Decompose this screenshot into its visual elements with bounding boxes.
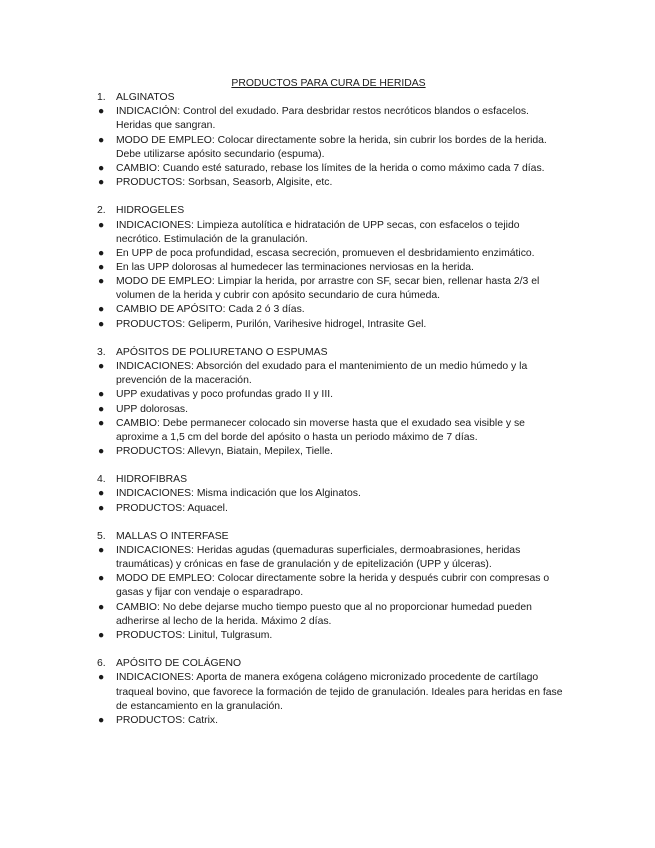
bullet-icon: ● [98,261,105,273]
document-title: PRODUCTOS PARA CURA DE HERIDAS [231,78,426,89]
document-page [0,77,655,742]
list-item-text: MODO DE EMPLEO: Colocar directamente sobre la herida, sin cubrir los bordes de la herida. Debe utilizarse apósito secundario (espuma). [116,134,547,160]
bullet-list [0,360,655,459]
list-item [0,714,655,728]
section-heading [0,473,655,487]
sections-list [0,91,655,728]
list-item [0,544,655,572]
list-item-text: En UPP de poca profundidad, escasa secreción, promueven el desbridamiento enzimático. [116,247,535,259]
section-title: APÓSITO DE COLÁGENO [116,658,242,670]
list-item [0,487,655,501]
bullet-icon: ● [98,502,105,514]
section-heading [0,91,655,105]
bullet-list [0,487,655,515]
list-item-text: UPP exudativas y poco profundas grado II y III. [116,389,333,401]
section [0,473,655,515]
bullet-icon: ● [98,219,105,231]
section [0,346,655,459]
list-item [0,219,655,247]
bullet-icon: ● [98,445,105,457]
list-item-text: INDICACIONES: Aporta de manera exógena colágeno micronizado procedente de cartílago traqueal bovino, que favorece la formación de tejido de granulación. Ideales para heridas en fase de estancamiento en la granulación. [116,672,563,712]
bullet-list [0,105,655,190]
list-item-text: PRODUCTOS: Allevyn, Biatain, Mepilex, Tielle. [116,445,333,457]
section-number: 3. [97,346,106,358]
bullet-icon: ● [98,276,105,288]
bullet-list [0,219,655,332]
list-item-text: INDICACIONES: Limpieza autolítica e hidratación de UPP secas, con esfacelos o tejido necrótico. Estimulación de la granulación. [116,219,520,245]
bullet-icon: ● [98,488,105,500]
bullet-icon: ● [98,714,105,726]
list-item [0,303,655,317]
list-item [0,417,655,445]
list-item-text: CAMBIO: Cuando esté saturado, rebase los límites de la herida o como máximo cada 7 días. [116,162,545,174]
list-item [0,388,655,402]
list-item [0,629,655,643]
list-item [0,247,655,261]
list-item [0,671,655,713]
section-heading [0,657,655,671]
section-number: 2. [97,205,106,217]
list-item [0,403,655,417]
section-heading [0,346,655,360]
list-item [0,502,655,516]
bullet-icon: ● [98,106,105,118]
bullet-icon: ● [98,162,105,174]
section [0,91,655,190]
bullet-icon: ● [98,601,105,613]
list-item-text: MODO DE EMPLEO: Colocar directamente sobre la herida y después cubrir con compresas o gasas y fijar con vendaje o esparadrapo. [116,573,550,599]
list-item-text: INDICACIÓN: Control del exudado. Para desbridar restos necróticos blandos o esfacelos. Heridas que sangran. [116,106,529,132]
section-title: HIDROFIBRAS [116,474,188,486]
list-item [0,261,655,275]
bullet-icon: ● [98,247,105,259]
list-item-text: INDICACIONES: Heridas agudas (quemaduras superficiales, dermoabrasiones, heridas traumáticas) y crónicas en fase de granulación y de epitelización (UPP y úlceras). [116,545,521,571]
list-item-text: PRODUCTOS: Geliperm, Purilón, Varihesive hidrogel, Intrasite Gel. [116,318,427,330]
section-number: 5. [97,530,106,542]
bullet-icon: ● [98,573,105,585]
section [0,657,655,728]
bullet-icon: ● [98,672,105,684]
bullet-list [0,544,655,643]
bullet-icon: ● [98,629,105,641]
section-number: 6. [97,658,106,670]
list-item-text: MODO DE EMPLEO: Limpiar la herida, por arrastre con SF, secar bien, rellenar hasta 2/3 el volumen de la herida y cubrir con apósito secundario de cura húmeda. [116,276,540,302]
section [0,530,655,643]
bullet-icon: ● [98,177,105,189]
list-item-text: INDICACIONES: Absorción del exudado para el mantenimiento de un medio húmedo y la prevención de la maceración. [116,361,528,387]
bullet-list [0,671,655,728]
list-item [0,572,655,600]
section-number: 1. [97,92,106,104]
bullet-icon: ● [98,318,105,330]
bullet-icon: ● [98,389,105,401]
section-number: 4. [97,474,106,486]
list-item-text: PRODUCTOS: Catrix. [116,714,218,726]
section-title: APÓSITOS DE POLIURETANO O ESPUMAS [116,346,328,358]
list-item-text: CAMBIO: No debe dejarse mucho tiempo puesto que al no proporcionar humedad pueden adherirse al lecho de la herida. Máximo 2 días. [116,601,532,627]
list-item [0,318,655,332]
list-item [0,134,655,162]
list-item-text: PRODUCTOS: Linitul, Tulgrasum. [116,629,273,641]
section-title: MALLAS O INTERFASE [116,530,229,542]
section-title: HIDROGELES [116,205,185,217]
list-item-text: PRODUCTOS: Aquacel. [116,502,228,514]
list-item-text: UPP dolorosas. [116,403,189,415]
list-item-text: CAMBIO: Debe permanecer colocado sin moverse hasta que el exudado sea visible y se aproxime a 1,5 cm del borde del apósito o hasta un periodo máximo de 7 días. [116,417,525,443]
list-item-text: INDICACIONES: Misma indicación que los Alginatos. [116,488,361,500]
list-item [0,445,655,459]
bullet-icon: ● [98,417,105,429]
list-item [0,176,655,190]
list-item [0,275,655,303]
bullet-icon: ● [98,361,105,373]
list-item-text: En las UPP dolorosas al humedecer las terminaciones nerviosas en la herida. [116,261,474,273]
list-item [0,601,655,629]
list-item [0,162,655,176]
section [0,204,655,331]
section-heading [0,204,655,218]
bullet-icon: ● [98,403,105,415]
list-item [0,360,655,388]
list-item-text: PRODUCTOS: Sorbsan, Seasorb, Algisite, etc. [116,177,333,189]
bullet-icon: ● [98,545,105,556]
list-item-text: CAMBIO DE APÓSITO: Cada 2 ó 3 días. [116,304,305,316]
section-heading [0,530,655,544]
bullet-icon: ● [98,304,105,316]
bullet-icon: ● [98,134,105,146]
list-item [0,105,655,133]
section-title: ALGINATOS [116,92,175,104]
